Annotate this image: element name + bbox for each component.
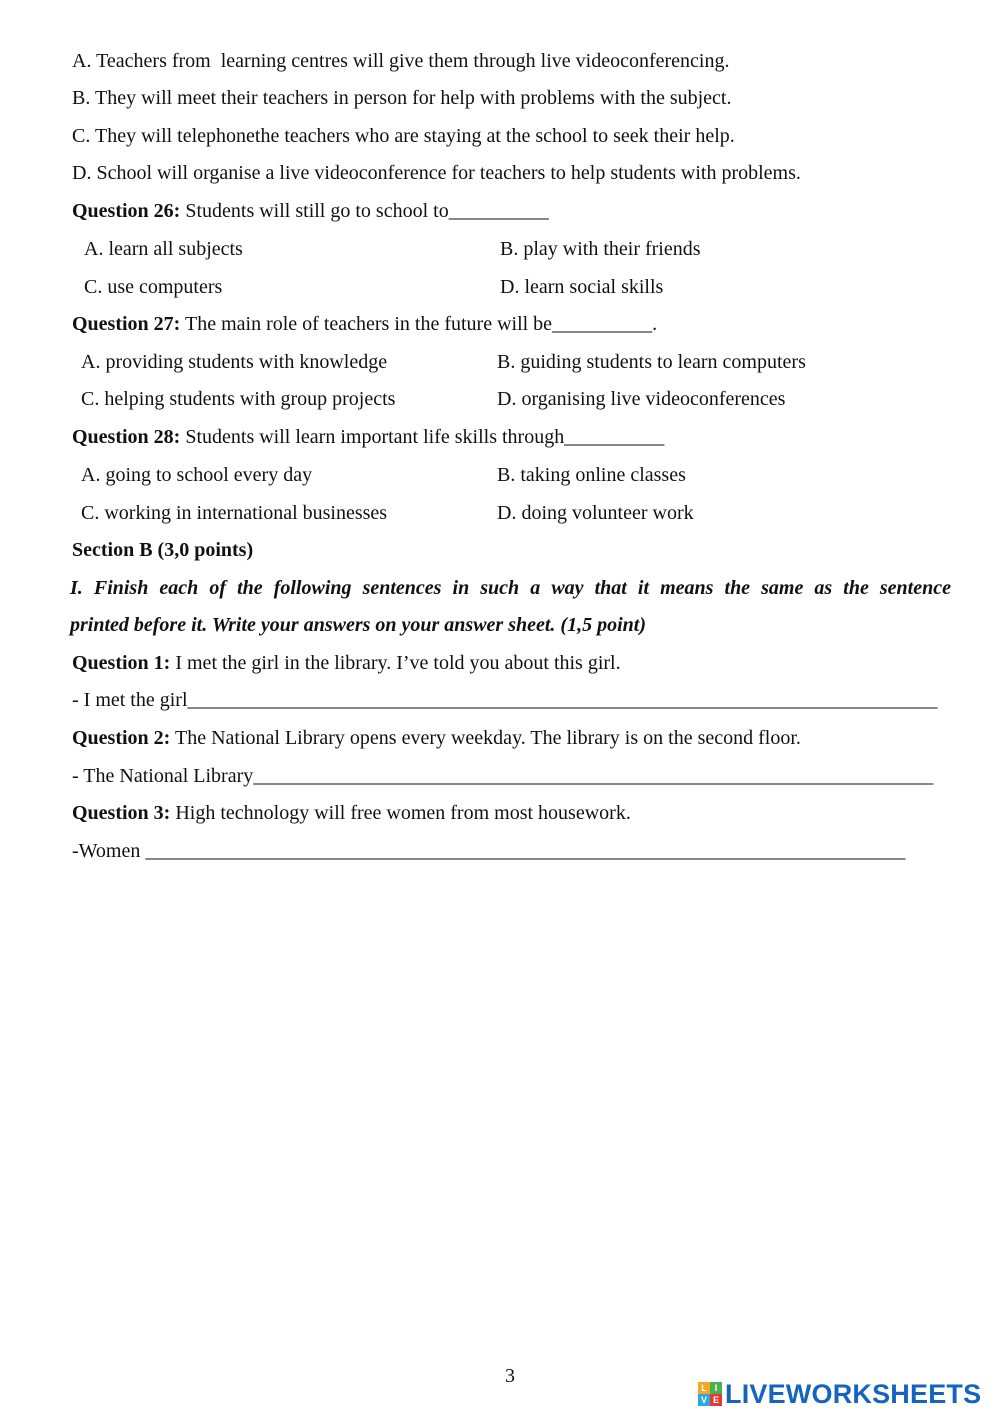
rewrite-question-2-text: The National Library opens every weekday. The library is on the second floor. — [170, 727, 801, 749]
question-27 — [72, 312, 657, 336]
logo-letter-l: L — [698, 1382, 710, 1394]
logo-letter-e: E — [710, 1394, 722, 1406]
q26-option-c: C. use computers — [84, 276, 223, 298]
liveworksheets-logo-icon — [698, 1382, 722, 1406]
question-26-label: Question 26: — [72, 200, 181, 222]
question-28 — [72, 425, 664, 449]
q26-option-d: D. learn social skills — [500, 276, 664, 298]
question-27-text: The main role of teachers in the future will be__________. — [180, 313, 658, 335]
q25-option-a: A. Teachers from learning centres will give them through live videoconferencing. — [72, 50, 730, 72]
section-b-title: Section B (3,0 points) — [72, 539, 254, 561]
rewrite-question-3-text: High technology will free women from most housework. — [170, 802, 631, 824]
q27-option-c: C. helping students with group projects — [81, 388, 396, 410]
question-26-text: Students will still go to school to__________ — [180, 200, 549, 222]
rewrite-question-3 — [72, 801, 631, 825]
question-28-label: Question 28: — [72, 426, 181, 448]
liveworksheets-logo — [698, 1380, 981, 1408]
rewrite-question-3-label: Question 3: — [72, 802, 171, 824]
q25-option-b: B. They will meet their teachers in person for help with problems with the subject. — [72, 87, 732, 109]
q28-option-a: A. going to school every day — [81, 464, 313, 486]
q28-option-b: B. taking online classes — [497, 464, 686, 486]
q26-option-a: A. learn all subjects — [84, 238, 243, 260]
liveworksheets-brand: LIVEWORKSHEETS — [725, 1378, 982, 1409]
section-b-instruction-line2: printed before it. Write your answers on your answer sheet. (1,5 point) — [70, 614, 646, 636]
q27-option-a: A. providing students with knowledge — [81, 351, 388, 373]
q27-option-d: D. organising live videoconferences — [497, 388, 786, 410]
question-26 — [72, 199, 549, 223]
rewrite-answer-1[interactable]: - I met the girl___________________________________________________________________________ — [72, 689, 938, 711]
q28-option-c: C. working in international businesses — [81, 502, 388, 524]
logo-letter-i: I — [710, 1382, 722, 1394]
rewrite-question-2 — [72, 726, 801, 750]
logo-letter-v: V — [698, 1394, 710, 1406]
question-28-text: Students will learn important life skills through__________ — [180, 426, 665, 448]
q27-option-b: B. guiding students to learn computers — [497, 351, 806, 373]
rewrite-question-2-label: Question 2: — [72, 727, 171, 749]
rewrite-answer-2[interactable]: - The National Library____________________________________________________________________ — [72, 765, 934, 787]
q25-option-c: C. They will telephonethe teachers who are staying at the school to seek their help. — [72, 125, 735, 147]
rewrite-question-1-text: I met the girl in the library. I’ve told you about this girl. — [170, 652, 621, 674]
rewrite-question-1 — [72, 651, 621, 675]
page-number: 3 — [505, 1365, 515, 1387]
q26-option-b: B. play with their friends — [500, 238, 701, 260]
q28-option-d: D. doing volunteer work — [497, 502, 694, 524]
q25-option-d: D. School will organise a live videoconference for teachers to help students with problems. — [72, 162, 801, 184]
rewrite-answer-3[interactable]: -Women ____________________________________________________________________________ — [72, 840, 906, 862]
section-b-instruction-line1: I. Finish each of the following sentences in such a way that it means the same as the sentence — [70, 577, 951, 599]
question-27-label: Question 27: — [72, 313, 181, 335]
rewrite-question-1-label: Question 1: — [72, 652, 171, 674]
